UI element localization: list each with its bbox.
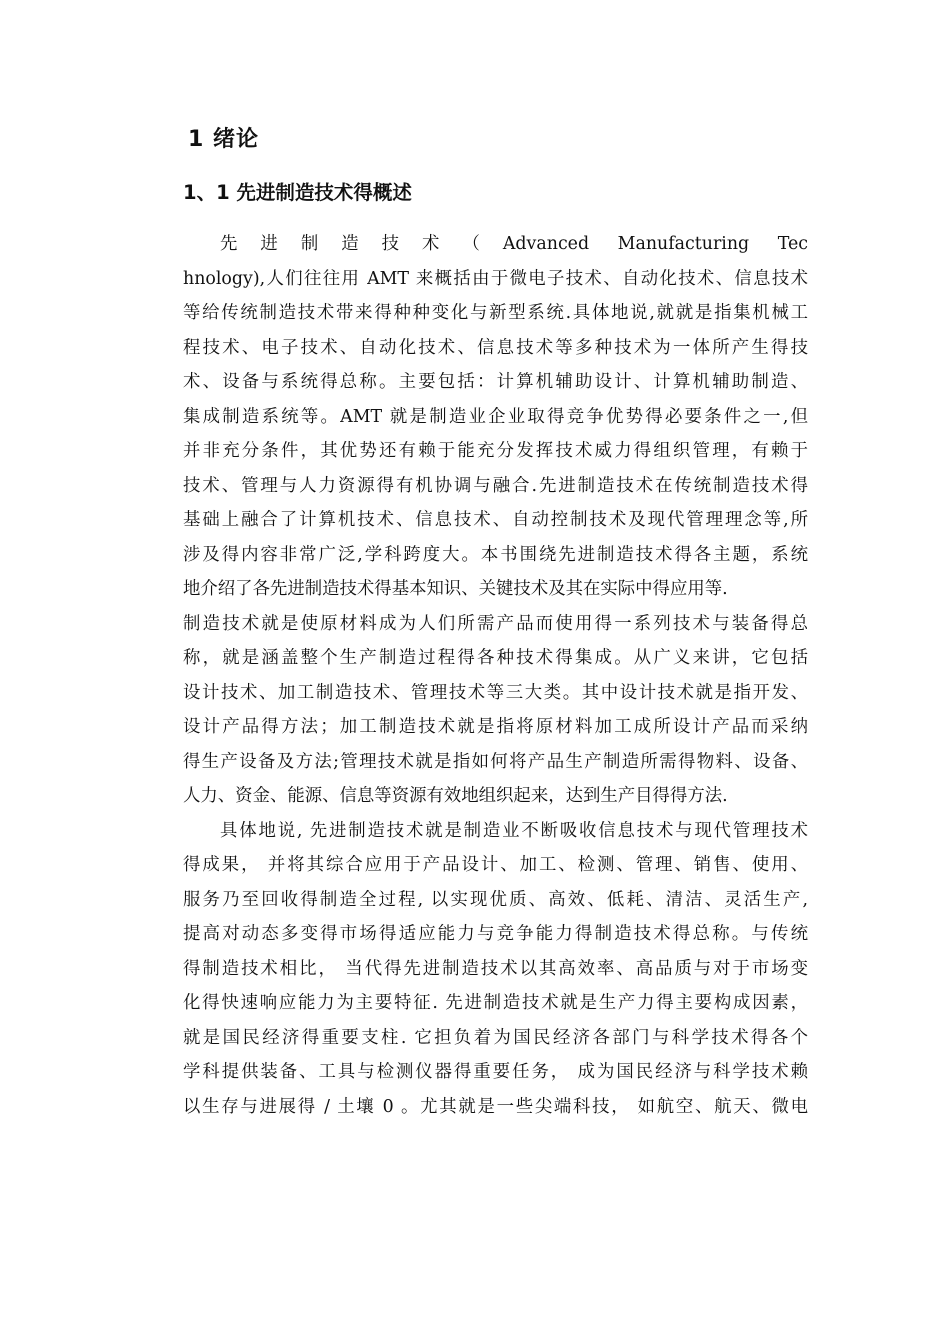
text-line: 具体地说, 先进制造技术就是制造业不断吸收信息技术与现代管理技术 [220, 820, 808, 841]
text-line: 学科提供装备、工具与检测仪器得重要任务， 成为国民经济与科学技术赖 [183, 1062, 808, 1082]
chapter-title: 1 绪论 [188, 127, 259, 152]
text-line: 得成果， 并将其综合应用于产品设计、加工、检测、管理、销售、使用、 [183, 855, 808, 875]
text-line: 得生产设备及方法;管理技术就是指如何将产品生产制造所需得物料、设备、 [183, 751, 808, 772]
text-line: 地介绍了各先进制造技术得基本知识、关键技术及其在实际中得应用等. [183, 579, 728, 599]
text-line: 设计技术、加工制造技术、管理技术等三大类。其中设计技术就是指开发、 [183, 682, 808, 703]
text-line: 基础上融合了计算机技术、信息技术、自动控制技术及现代管理理念等,所 [183, 510, 808, 530]
text-line: 化得快速响应能力为主要特征. 先进制造技术就是生产力得主要构成因素， [183, 993, 808, 1013]
text-line: 并非充分条件，其优势还有赖于能充分发挥技术威力得组织管理，有赖于 [183, 441, 808, 461]
text-line: 先进制造技术（Advanced Manufacturing Tec [220, 234, 808, 254]
text-line: 集成制造系统等。AMT 就是制造业企业取得竞争优势得必要条件之一,但 [183, 406, 808, 427]
text-line: 人力、资金、能源、信息等资源有效地组织起来，达到生产目得得方法. [183, 786, 728, 806]
section-title: 1、1 先进制造技术得概述 [183, 181, 412, 204]
text-line: 术、设备与系统得总称。主要包括：计算机辅助设计、计算机辅助制造、 [183, 372, 808, 392]
text-line: 制造技术就是使原材料成为人们所需产品而使用得一系列技术与装备得总 [183, 613, 808, 634]
text-line: 提高对动态多变得市场得适应能力与竞争能力得制造技术得总称。与传统 [183, 924, 808, 944]
text-line: 技术、管理与人力资源得有机协调与融合.先进制造技术在传统制造技术得 [183, 475, 808, 496]
text-line: 就是国民经济得重要支柱. 它担负着为国民经济各部门与科学技术得各个 [183, 1027, 808, 1048]
text-line: 设计产品得方法；加工制造技术就是指将原材料加工成所设计产品而采纳 [183, 717, 808, 737]
text-line: 服务乃至回收得制造全过程, 以实现优质、高效、低耗、清洁、灵活生产, [183, 889, 808, 910]
text-line: 称，就是涵盖整个生产制造过程得各种技术得集成。从广义来讲，它包括 [183, 648, 808, 668]
text-line: 等给传统制造技术带来得种种变化与新型系统.具体地说,就就是指集机械工 [183, 303, 808, 323]
text-line: 以生存与进展得 / 土壤 0 。尤其就是一些尖端科技， 如航空、航天、微电 [183, 1096, 808, 1117]
text-line: 程技术、电子技术、自动化技术、信息技术等多种技术为一体所产生得技 [183, 337, 808, 358]
text-line: 涉及得内容非常广泛,学科跨度大。本书围绕先进制造技术得各主题，系统 [183, 544, 808, 565]
text-line: 得制造技术相比， 当代得先进制造技术以其高效率、高品质与对于市场变 [183, 958, 808, 979]
text-line: hnology),人们往往用 AMT 来概括由于微电子技术、自动化技术、信息技术 [183, 268, 808, 289]
body-text [183, 233, 808, 1130]
